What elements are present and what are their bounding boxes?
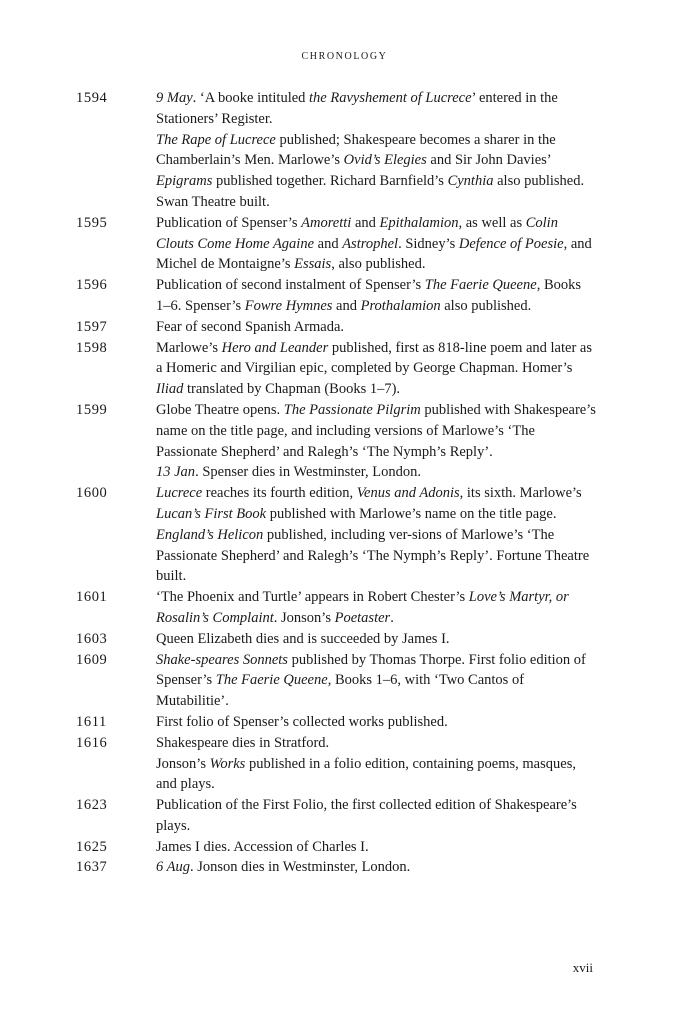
italic-title: Poetaster bbox=[334, 609, 391, 626]
chronology-list bbox=[0, 88, 689, 878]
chronology-entry bbox=[0, 857, 689, 878]
italic-title: The Faerie Queene bbox=[424, 277, 537, 294]
chronology-entry bbox=[0, 650, 689, 712]
text-run: . Sidney’s bbox=[398, 235, 459, 252]
text-run: , and Michel de Montaigne’s bbox=[156, 235, 592, 273]
chronology-entry bbox=[0, 629, 689, 650]
event-text bbox=[156, 317, 596, 338]
text-run: published by Thomas Thorpe. First folio edition of Spenser’s bbox=[156, 651, 586, 689]
text-run: published with Marlowe’s name on the title page. bbox=[266, 505, 557, 522]
italic-title: Defence of Poesie bbox=[458, 235, 564, 252]
chronology-entry bbox=[0, 712, 689, 733]
entry-events bbox=[156, 338, 596, 400]
event-text bbox=[156, 400, 596, 462]
entry-year: 1598 bbox=[76, 339, 108, 356]
italic-title: Fowre Hymnes bbox=[244, 297, 333, 314]
text-run: published; Shakespeare becomes a sharer in the Chamberlain’s Men. Marlowe’s bbox=[156, 131, 556, 169]
entry-year: 1601 bbox=[76, 589, 108, 606]
italic-title: 6 Aug bbox=[156, 859, 190, 876]
italic-title: the Ravyshement of Lucrece bbox=[309, 90, 472, 106]
event-text bbox=[156, 338, 596, 400]
event-text bbox=[156, 857, 596, 878]
text-run: published in a folio edition, containing poems, masques, and plays. bbox=[156, 755, 576, 793]
text-run: translated by Chapman (Books 1–7). bbox=[183, 381, 401, 398]
entry-year: 1637 bbox=[76, 859, 108, 876]
entry-year: 1594 bbox=[76, 90, 108, 106]
text-run: published together. Richard Barnfield’s bbox=[212, 173, 448, 190]
italic-title: The Passionate Pilgrim bbox=[283, 401, 421, 418]
event-text bbox=[156, 483, 596, 587]
chronology-entry bbox=[0, 483, 689, 587]
entry-events bbox=[156, 837, 596, 858]
entry-events bbox=[156, 317, 596, 338]
entry-year: 1609 bbox=[76, 651, 108, 668]
text-run: reaches its fourth edition, bbox=[202, 485, 357, 502]
italic-title: Hero and Leander bbox=[221, 339, 329, 356]
event-text bbox=[156, 462, 596, 483]
italic-title: Epithalamion bbox=[379, 214, 459, 231]
italic-title: Colin Clouts Come Home Againe bbox=[156, 214, 558, 252]
text-run: . Jonson dies in Westminster, London. bbox=[189, 859, 411, 876]
event-text bbox=[156, 130, 596, 213]
entry-year: 1625 bbox=[76, 838, 108, 855]
italic-title: 13 Jan bbox=[156, 464, 196, 481]
event-text bbox=[156, 213, 596, 275]
event-text bbox=[156, 754, 596, 796]
italic-title: England’s Helicon bbox=[156, 526, 264, 543]
entry-events bbox=[156, 733, 596, 795]
entry-year: 1599 bbox=[76, 401, 108, 418]
text-run: and bbox=[351, 214, 380, 231]
text-run: published with Shakespeare’s name on the title page, and including versions of Marlowe’s ‘The Passionate Shepherd’ and Ralegh’s ‘The Nymph’s Reply’. bbox=[156, 401, 596, 460]
text-run: Publication of the First Folio, the first collected edition of Shakespeare’s plays. bbox=[156, 797, 577, 834]
chronology-entry bbox=[0, 213, 689, 275]
text-run: and Sir John Davies’ bbox=[426, 152, 551, 169]
text-run: Jonson’s bbox=[156, 755, 210, 772]
italic-title: Amoretti bbox=[301, 214, 352, 231]
entry-events bbox=[156, 400, 596, 483]
text-run: Marlowe’s bbox=[156, 339, 222, 356]
text-run: and bbox=[332, 297, 361, 314]
italic-title: Love’s Martyr, or Rosalin’s Complaint bbox=[156, 589, 569, 626]
italic-title: 9 May bbox=[156, 90, 193, 106]
entry-events bbox=[156, 712, 596, 733]
text-run: , Books 1–6, with ‘Two Cantos of Mutabilitie’. bbox=[156, 672, 525, 710]
entry-year: 1611 bbox=[76, 713, 107, 730]
chronology-entry bbox=[0, 400, 689, 483]
event-text bbox=[156, 275, 596, 317]
italic-title: Iliad bbox=[156, 381, 184, 398]
text-run: Queen Elizabeth dies and is succeeded by James I. bbox=[156, 630, 450, 647]
text-run: published, including ver-sions of Marlowe’s ‘The Passionate Shepherd’ and Ralegh’s ‘The Nymph’s Reply’. Fortune Theatre built. bbox=[156, 526, 590, 585]
text-run: , its sixth. Marlowe’s bbox=[459, 485, 582, 502]
running-head: CHRONOLOGY bbox=[301, 51, 388, 62]
entry-year: 1600 bbox=[76, 485, 108, 502]
entry-year: 1595 bbox=[76, 214, 108, 231]
entry-events bbox=[156, 587, 596, 629]
entry-year: 1616 bbox=[76, 734, 108, 751]
text-run: and bbox=[314, 235, 343, 252]
italic-title: The Faerie Queene bbox=[215, 672, 328, 689]
event-text bbox=[156, 629, 596, 650]
text-run: . Spenser dies in Westminster, London. bbox=[195, 464, 421, 481]
entry-year: 1596 bbox=[76, 277, 108, 294]
text-run: Shakespeare dies in Stratford. bbox=[156, 734, 330, 751]
italic-title: Cynthia bbox=[447, 173, 494, 190]
entry-year: 1623 bbox=[76, 797, 108, 814]
italic-title: Lucrece bbox=[156, 485, 203, 502]
event-text bbox=[156, 88, 596, 130]
chronology-entry bbox=[0, 317, 689, 338]
entry-events bbox=[156, 275, 596, 317]
event-text bbox=[156, 795, 596, 837]
italic-title: The Rape of Lucrece bbox=[156, 131, 276, 148]
text-run: also published. bbox=[440, 297, 532, 314]
text-run: published, first as 818-line poem and later as a Homeric and Virgilian epic, completed by George Chapman. Homer’s bbox=[156, 339, 592, 377]
chronology-entry bbox=[0, 338, 689, 400]
italic-title: Prothalamion bbox=[360, 297, 441, 314]
page-number: xvii bbox=[572, 960, 593, 975]
text-run: ’ entered in the Stationers’ Register. bbox=[156, 90, 558, 127]
event-text bbox=[156, 587, 596, 629]
italic-title: Essais bbox=[294, 256, 332, 273]
chronology-entry bbox=[0, 795, 689, 837]
text-run: , Books 1–6. Spenser’s bbox=[156, 277, 582, 314]
event-text bbox=[156, 712, 596, 733]
text-run: also published. Swan Theatre built. bbox=[156, 173, 585, 210]
event-text bbox=[156, 837, 596, 858]
event-text bbox=[156, 650, 596, 712]
entry-events bbox=[156, 88, 596, 213]
chronology-entry bbox=[0, 587, 689, 629]
event-text bbox=[156, 733, 596, 754]
text-run: Publication of Spenser’s bbox=[156, 214, 302, 231]
chronology-entry bbox=[0, 275, 689, 317]
text-run: Globe Theatre opens. bbox=[156, 401, 284, 418]
entry-year: 1603 bbox=[76, 630, 108, 647]
chronology-entry bbox=[0, 733, 689, 795]
entry-events bbox=[156, 483, 596, 587]
chronology-entry bbox=[0, 837, 689, 858]
entry-events bbox=[156, 213, 596, 275]
italic-title: Venus and Adonis bbox=[356, 485, 460, 502]
text-run: First folio of Spenser’s collected works published. bbox=[156, 713, 448, 730]
italic-title: Works bbox=[209, 755, 246, 772]
entry-year: 1597 bbox=[76, 318, 108, 335]
entry-events bbox=[156, 795, 596, 837]
italic-title: Lucan’s First Book bbox=[156, 505, 267, 522]
text-run: Fear of second Spanish Armada. bbox=[156, 318, 345, 335]
text-run: . Jonson’s bbox=[273, 609, 335, 626]
chronology-entry bbox=[0, 88, 689, 213]
italic-title: Shake-speares Sonnets bbox=[156, 651, 288, 668]
entry-events bbox=[156, 857, 596, 878]
text-run: , as well as bbox=[458, 214, 526, 231]
text-run: ‘The Phoenix and Turtle’ appears in Robert Chester’s bbox=[156, 589, 469, 606]
text-run: Publication of second instalment of Spenser’s bbox=[156, 277, 425, 294]
italic-title: Ovid’s Elegies bbox=[343, 152, 427, 169]
text-run: . ‘A booke intituled bbox=[192, 90, 310, 106]
italic-title: Epigrams bbox=[156, 173, 213, 190]
entry-events bbox=[156, 650, 596, 712]
text-run: , also published. bbox=[331, 256, 426, 273]
text-run: James I dies. Accession of Charles I. bbox=[156, 838, 369, 855]
italic-title: Astrophel bbox=[342, 235, 399, 252]
text-run: . bbox=[390, 609, 394, 626]
entry-events bbox=[156, 629, 596, 650]
